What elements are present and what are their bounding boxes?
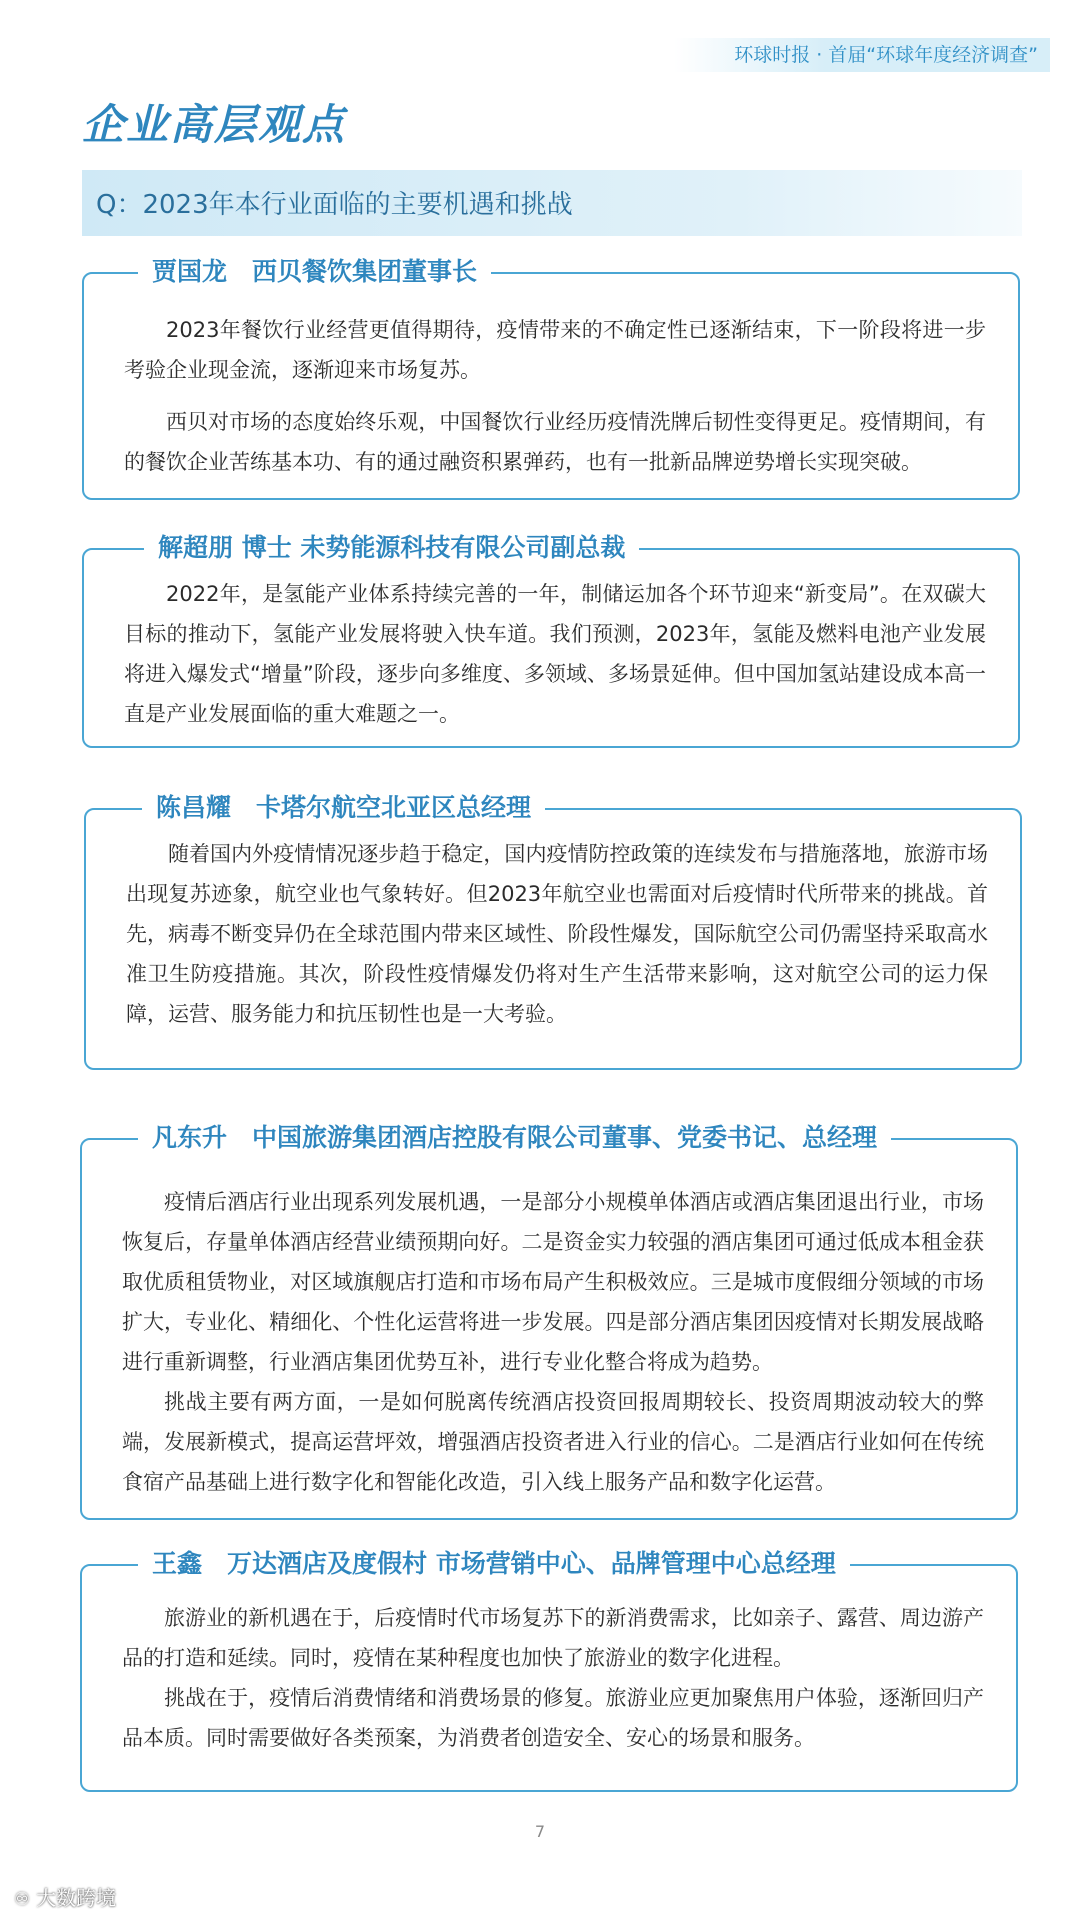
card-3-paragraph-1: 随着国内外疫情情况逐步趋于稳定，国内疫情防控政策的连续发布与措施落地，旅游市场出现复苏迹象，航空业也气象转好。但2023年航空业也需面对后疫情时代所带来的挑战。首先，病毒不断变异仍在全球范围内带来区域性、阶段性爆发，国际航空公司仍需坚持采取高水准卫生防疫措施。其次，阶段性疫情爆发仍将对生产生活带来影响，这对航空公司的运力保障，运营、服务能力和抗压韧性也是一大考验。: [126, 842, 988, 1026]
card-4-paragraph-1: 疫情后酒店行业出现系列发展机遇，一是部分小规模单体酒店或酒店集团退出行业，市场恢复后，存量单体酒店经营业绩预期向好。二是资金实力较强的酒店集团可通过低成本租金获取优质租赁物业，对区域旗舰店打造和市场布局产生积极效应。三是城市度假细分领域的市场扩大，专业化、精细化、个性化运营将进一步发展。四是部分酒店集团因疫情对长期发展战略进行重新调整，行业酒店集团优势互补，进行专业化整合将成为趋势。: [122, 1190, 984, 1374]
card-title-5: 王鑫 万达酒店及度假村 市场营销中心、品牌管理中心总经理: [138, 1546, 850, 1582]
card-body-3: [126, 834, 988, 1034]
card-body-1: [124, 310, 986, 482]
question-bar: [82, 170, 1022, 236]
card-title-1: 贾国龙 西贝餐饮集团董事长: [138, 254, 491, 290]
card-5-paragraph-1: 旅游业的新机遇在于，后疫情时代市场复苏下的新消费需求，比如亲子、露营、周边游产品的打造和延续。同时，疫情在某种程度也加快了旅游业的数字化进程。: [122, 1606, 984, 1670]
source-logo-text: 大数跨境: [36, 1886, 117, 1910]
card-title-4: 凡东升 中国旅游集团酒店控股有限公司董事、党委书记、总经理: [138, 1120, 891, 1156]
page-title: 企业高层观点: [82, 100, 347, 149]
question-text: Q：2023年本行业面临的主要机遇和挑战: [96, 190, 573, 220]
opinion-card-2: [82, 533, 1020, 748]
card-title-2: 解超朋 博士 未势能源科技有限公司副总裁: [144, 530, 639, 566]
card-4-paragraph-2: 挑战主要有两方面，一是如何脱离传统酒店投资回报周期较长、投资周期波动较大的弊端，发展新模式，提高运营坪效，增强酒店投资者进入行业的信心。二是酒店行业如何在传统食宿产品基础上进行数字化和智能化改造，引入线上服务产品和数字化运营。: [122, 1390, 984, 1494]
card-2-paragraph-1: 2022年，是氢能产业体系持续完善的一年，制储运加各个环节迎来“新变局”。在双碳大目标的推动下，氢能产业发展将驶入快车道。我们预测，2023年，氢能及燃料电池产业发展将进入爆发式“增量”阶段，逐步向多维度、多领域、多场景延伸。但中国加氢站建设成本高一直是产业发展面临的重大难题之一。: [124, 582, 986, 726]
card-body-5: [122, 1598, 984, 1758]
opinion-card-3: [84, 793, 1022, 1070]
header-tag: 环球时报 · 首届“环球年度经济调查”: [674, 38, 1050, 72]
card-title-3: 陈昌耀 卡塔尔航空北亚区总经理: [142, 790, 545, 826]
card-body-4: [122, 1182, 984, 1502]
card-5-paragraph-2: 挑战在于，疫情后消费情绪和消费场景的修复。旅游业应更加聚焦用户体验，逐渐回归产品本质。同时需要做好各类预案，为消费者创造安全、安心的场景和服务。: [122, 1686, 984, 1750]
source-logo: [14, 1882, 116, 1911]
card-1-paragraph-2: 西贝对市场的态度始终乐观，中国餐饮行业经历疫情洗牌后韧性变得更足。疫情期间，有的餐饮企业苦练基本功、有的通过融资积累弹药，也有一批新品牌逆势增长实现突破。: [124, 410, 986, 474]
opinion-card-4: [80, 1123, 1018, 1520]
card-body-2: [124, 574, 986, 734]
card-1-paragraph-1: 2023年餐饮行业经营更值得期待，疫情带来的不确定性已逐渐结束，下一阶段将进一步考验企业现金流，逐渐迎来市场复苏。: [124, 318, 986, 382]
opinion-card-5: [80, 1549, 1018, 1792]
page-number: 7: [534, 1822, 546, 1841]
opinion-card-1: [82, 257, 1020, 500]
swirl-icon: ♾: [14, 1889, 31, 1910]
